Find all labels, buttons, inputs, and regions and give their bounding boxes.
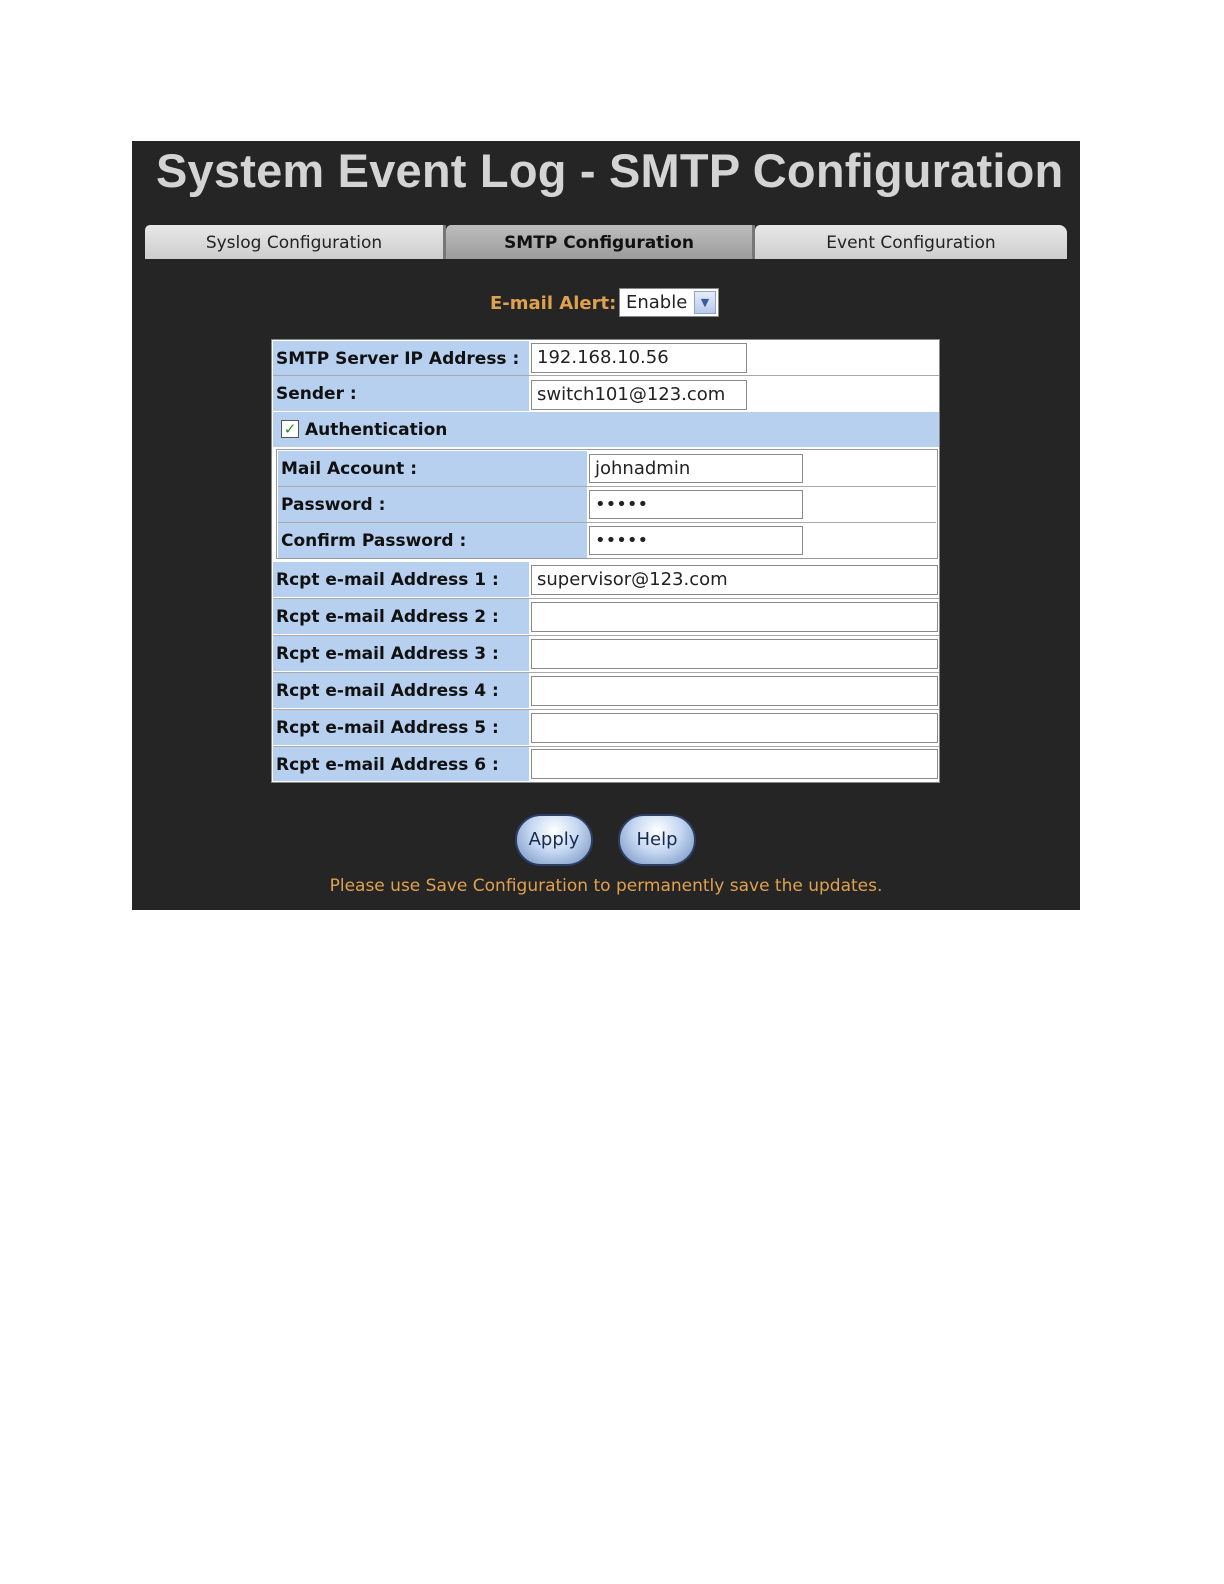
email-alert-select[interactable] [619, 288, 719, 317]
smtp-server-label: SMTP Server IP Address : [273, 341, 529, 375]
rcpt-address-1-label: Rcpt e-mail Address 1 : [273, 562, 529, 597]
rcpt-address-5-input[interactable] [531, 713, 938, 743]
save-hint-text: Please use Save Configuration to permanently save the updates. [329, 876, 883, 896]
authentication-row [273, 412, 939, 447]
rcpt-address-3-label: Rcpt e-mail Address 3 : [273, 636, 529, 671]
confirm-password-input[interactable]: ••••• [589, 526, 803, 555]
main-panel [132, 141, 1080, 910]
tab-smtp-configuration[interactable]: SMTP Configuration [446, 225, 752, 259]
page-title: System Event Log - SMTP Configuration [156, 144, 1064, 197]
smtp-server-input[interactable]: 192.168.10.56 [531, 343, 747, 373]
rcpt-address-5-label: Rcpt e-mail Address 5 : [273, 710, 529, 745]
apply-button[interactable]: Apply [515, 814, 593, 866]
rcpt-address-3-input[interactable] [531, 639, 938, 669]
sender-label: Sender : [273, 376, 529, 411]
authentication-checkbox[interactable] [281, 420, 299, 438]
checkmark-icon: ✓ [283, 420, 297, 438]
rcpt-address-6-input[interactable] [531, 749, 938, 779]
rcpt-address-2-label: Rcpt e-mail Address 2 : [273, 599, 529, 634]
rcpt-address-4-input[interactable] [531, 676, 938, 706]
authentication-table [276, 449, 938, 559]
smtp-config-form [271, 339, 940, 783]
rcpt-address-1-input[interactable]: supervisor@123.com [531, 565, 938, 595]
confirm-password-label: Confirm Password : [278, 523, 587, 558]
tab-event-configuration[interactable]: Event Configuration [755, 225, 1067, 259]
rcpt-address-2-input[interactable] [531, 602, 938, 632]
mail-account-input[interactable]: johnadmin [589, 454, 803, 483]
password-input[interactable]: ••••• [589, 490, 803, 519]
help-button[interactable]: Help [618, 814, 696, 866]
chevron-down-icon[interactable]: ▼ [694, 291, 716, 314]
password-label: Password : [278, 487, 587, 522]
sender-input[interactable]: switch101@123.com [531, 380, 747, 410]
tab-syslog-configuration[interactable]: Syslog Configuration [145, 225, 443, 259]
email-alert-value: Enable [626, 292, 688, 313]
rcpt-address-6-label: Rcpt e-mail Address 6 : [273, 747, 529, 781]
rcpt-address-4-label: Rcpt e-mail Address 4 : [273, 673, 529, 708]
authentication-label: Authentication [305, 420, 448, 440]
mail-account-label: Mail Account : [278, 451, 587, 486]
email-alert-label: E-mail Alert: [490, 293, 617, 314]
